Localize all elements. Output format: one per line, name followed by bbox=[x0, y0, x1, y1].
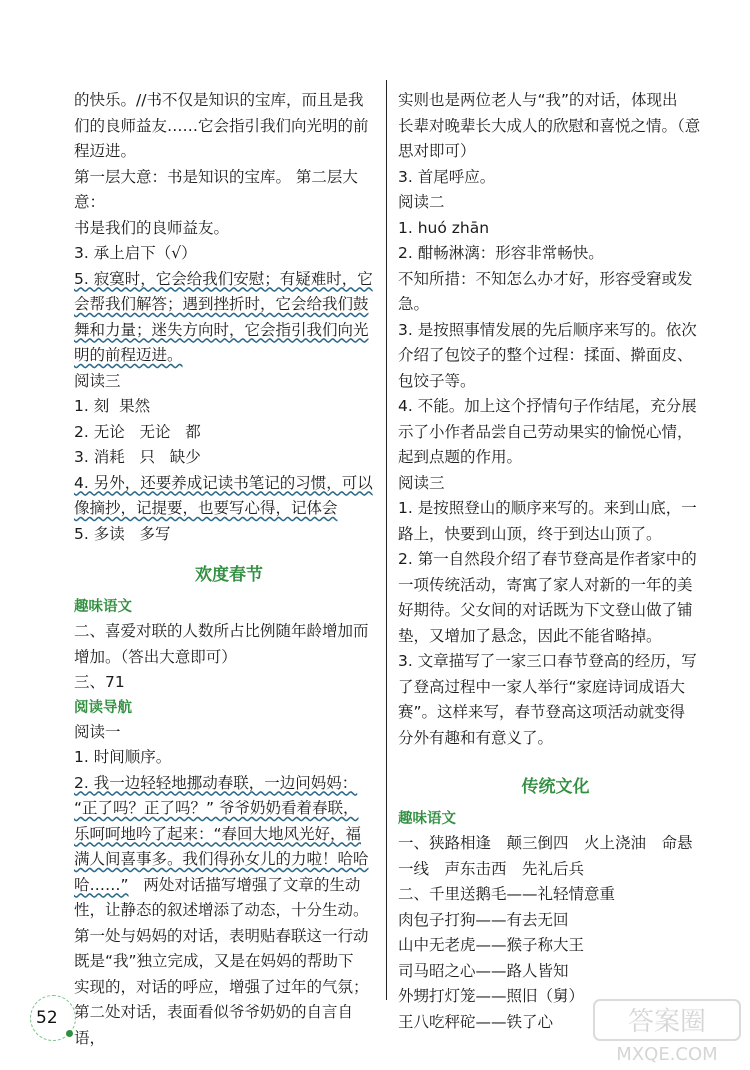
text-line: 们的良师益友……它会指引我们向光明的前 bbox=[74, 116, 369, 135]
text-line: 第一层大意：书是知识的宝库。 第二层大意： bbox=[74, 167, 358, 211]
answer: 缺少 bbox=[169, 448, 201, 466]
text-line: 示了小作者品尝自己劳动果实的愉悦心情， bbox=[398, 422, 693, 441]
page-number: 52 bbox=[36, 1008, 58, 1028]
text-line: 2. 第一自然段介绍了春节登高是作者家中的 bbox=[398, 550, 697, 568]
text-line: 肉包子打狗——有去无回 bbox=[398, 910, 569, 929]
text-line: 实则也是两位老人与“我”的对话，体现出 bbox=[398, 91, 678, 109]
text-line: 1. 是按照登山的顺序来写的。来到山底，一 bbox=[398, 499, 697, 517]
svg-text:MXQE.COM: MXQE.COM bbox=[616, 1044, 718, 1065]
text-line: 王八吃秤砣——铁了心 bbox=[398, 1012, 554, 1031]
text-line: 明的前程迈进。 bbox=[74, 346, 183, 364]
text-line: 起到点题的作用。 bbox=[398, 448, 523, 466]
text-line: 司马昭之心——路人皆知 bbox=[398, 961, 569, 980]
text-line bbox=[74, 445, 374, 471]
text-line: 三、71 bbox=[74, 673, 125, 691]
text-line bbox=[74, 394, 374, 420]
text-line: 既是“我”独立完成，又是在妈妈的帮助下 bbox=[74, 952, 354, 970]
watermark-logo bbox=[592, 996, 742, 1066]
text-line: 第二处对话，表面看似爷爷奶奶的自言自语， bbox=[74, 1003, 354, 1047]
text-line: 书是我们的良师益友。 bbox=[74, 218, 230, 237]
text-line: 3. 是按照事情发展的先后顺序来写的。依次 bbox=[398, 320, 697, 339]
text-line: 二、千里送鹅毛——礼轻情意重 bbox=[398, 885, 616, 903]
text-line: 垫，又增加了悬念，因此不能省略掉。 bbox=[398, 626, 662, 645]
left-column bbox=[74, 88, 374, 1051]
section-title: 传统文化 bbox=[521, 777, 590, 797]
answer: 无论 bbox=[139, 422, 171, 441]
text-line: 一项传统活动，寄寓了家人对新的一年的美 bbox=[398, 575, 693, 594]
right-column bbox=[398, 88, 703, 1035]
text-line: 增加。（答出大意即可） bbox=[74, 647, 237, 666]
subsection-heading: 趣味语文 bbox=[74, 599, 132, 615]
answer: 2. 无论 bbox=[74, 422, 125, 441]
text-line: 2. 我一边轻轻地挪动春联，一边问妈妈： bbox=[74, 773, 358, 792]
answer: 果然 bbox=[119, 397, 151, 415]
text-line: 好期待。父女间的对话既为下文登山做了铺 bbox=[398, 601, 693, 619]
text-line: 1. huó zhān bbox=[398, 218, 490, 237]
text-line: 阅读一 bbox=[74, 722, 121, 741]
text-line: 程迈进。 bbox=[74, 142, 137, 160]
text-line: 赛”。这样来写，春节登高这项活动就变得 bbox=[398, 703, 686, 721]
column-divider bbox=[386, 80, 387, 1000]
text-line bbox=[74, 522, 374, 548]
text-line: 实现的，对话的呼应，增强了过年的气氛； bbox=[74, 977, 369, 996]
text-line: 5. 寂寞时，它会给我们安慰；有疑难时，它 bbox=[74, 269, 373, 288]
svg-text:答案圈: 答案圈 bbox=[627, 1007, 707, 1037]
text-line: 山中无老虎——猴子称大王 bbox=[398, 936, 585, 954]
answer: 1. 刻 bbox=[74, 397, 110, 415]
text-line: 阅读二 bbox=[398, 193, 445, 211]
text-line: 4. 另外，还要养成记读书笔记的习惯，可以 bbox=[74, 473, 373, 492]
text-line: 思对即可） bbox=[398, 142, 476, 160]
text-line: 了登高过程中一家人举行“家庭诗词成语大 bbox=[398, 677, 686, 696]
answer: 两处对话描写增强了文章的生动 bbox=[143, 875, 361, 894]
text-line: 满人间喜事多。我们得孙女儿的力啦！哈哈 bbox=[74, 850, 369, 868]
text-line: 二、喜爱对联的人数所占比例随年龄增加而 bbox=[74, 622, 369, 640]
text-line bbox=[74, 420, 374, 446]
text-line: 不知所措：不知怎么办才好，形容受窘或发急。 bbox=[398, 269, 693, 313]
text-line: 外甥打灯笼——照旧（舅） bbox=[398, 987, 585, 1005]
text-line: 一线 声东击西 先礼后兵 bbox=[398, 859, 585, 878]
answer: 只 bbox=[139, 448, 156, 466]
subsection-heading: 趣味语文 bbox=[398, 811, 456, 827]
text-line: 阅读三 bbox=[74, 371, 121, 390]
text-line: 一、狭路相逢 颠三倒四 火上浇油 命悬 bbox=[398, 834, 693, 852]
answer: 哈……” bbox=[74, 875, 129, 894]
text-line: 1. 时间顺序。 bbox=[74, 748, 172, 766]
text-line: 会帮我们解答；遇到挫折时，它会给我们鼓 bbox=[74, 295, 369, 313]
subsection-heading: 阅读导航 bbox=[74, 699, 132, 716]
text-line: 包饺子等。 bbox=[398, 371, 476, 390]
text-line: 分外有趣和有意义了。 bbox=[398, 728, 554, 747]
text-line: 3. 文章描写了一家三口春节登高的经历，写 bbox=[398, 652, 697, 670]
answer: 5. 多读 bbox=[74, 524, 125, 543]
text-line: 性，让静态的叙述增添了动态，十分生动。 bbox=[74, 901, 369, 919]
text-line: 2. 酣畅淋漓：形容非常畅快。 bbox=[398, 244, 604, 262]
text-line: 长辈对晚辈长大成人的欣慰和喜悦之情。（意 bbox=[398, 116, 701, 135]
text-line: 4. 不能。加上这个抒情句子作结尾，充分展 bbox=[398, 397, 697, 415]
text-line: 舞和力量；迷失方向时，它会指引我们向光 bbox=[74, 320, 369, 339]
answer: 都 bbox=[185, 422, 201, 441]
text-line: 介绍了包饺子的整个过程：揉面、擀面皮、 bbox=[398, 346, 693, 364]
answer: 多写 bbox=[139, 524, 171, 543]
section-title: 欢度春节 bbox=[195, 565, 263, 585]
text-line: 第一处与妈妈的对话，表明贴春联这一行动 bbox=[74, 926, 369, 945]
text-line bbox=[74, 873, 374, 899]
answer: 3. 消耗 bbox=[74, 448, 125, 466]
text-line: 路上，快要到山顶，终于到达山顶了。 bbox=[398, 524, 662, 543]
text-line: 的快乐。//书不仅是知识的宝库，而且是我 bbox=[74, 91, 364, 109]
text-line: 阅读三 bbox=[398, 473, 445, 492]
text-line: 像摘抄，记提要，也要写心得，记体会 bbox=[74, 499, 338, 517]
text-line: 3. 承上启下（√） bbox=[74, 244, 197, 262]
text-line: 3. 首尾呼应。 bbox=[398, 167, 496, 186]
page-number-dot bbox=[66, 1030, 73, 1037]
text-line: 乐呵呵地吟了起来：“春回大地风光好，福 bbox=[74, 824, 362, 843]
text-line: “正了吗？正了吗？” 爷爷奶奶看着春联， bbox=[74, 799, 359, 817]
